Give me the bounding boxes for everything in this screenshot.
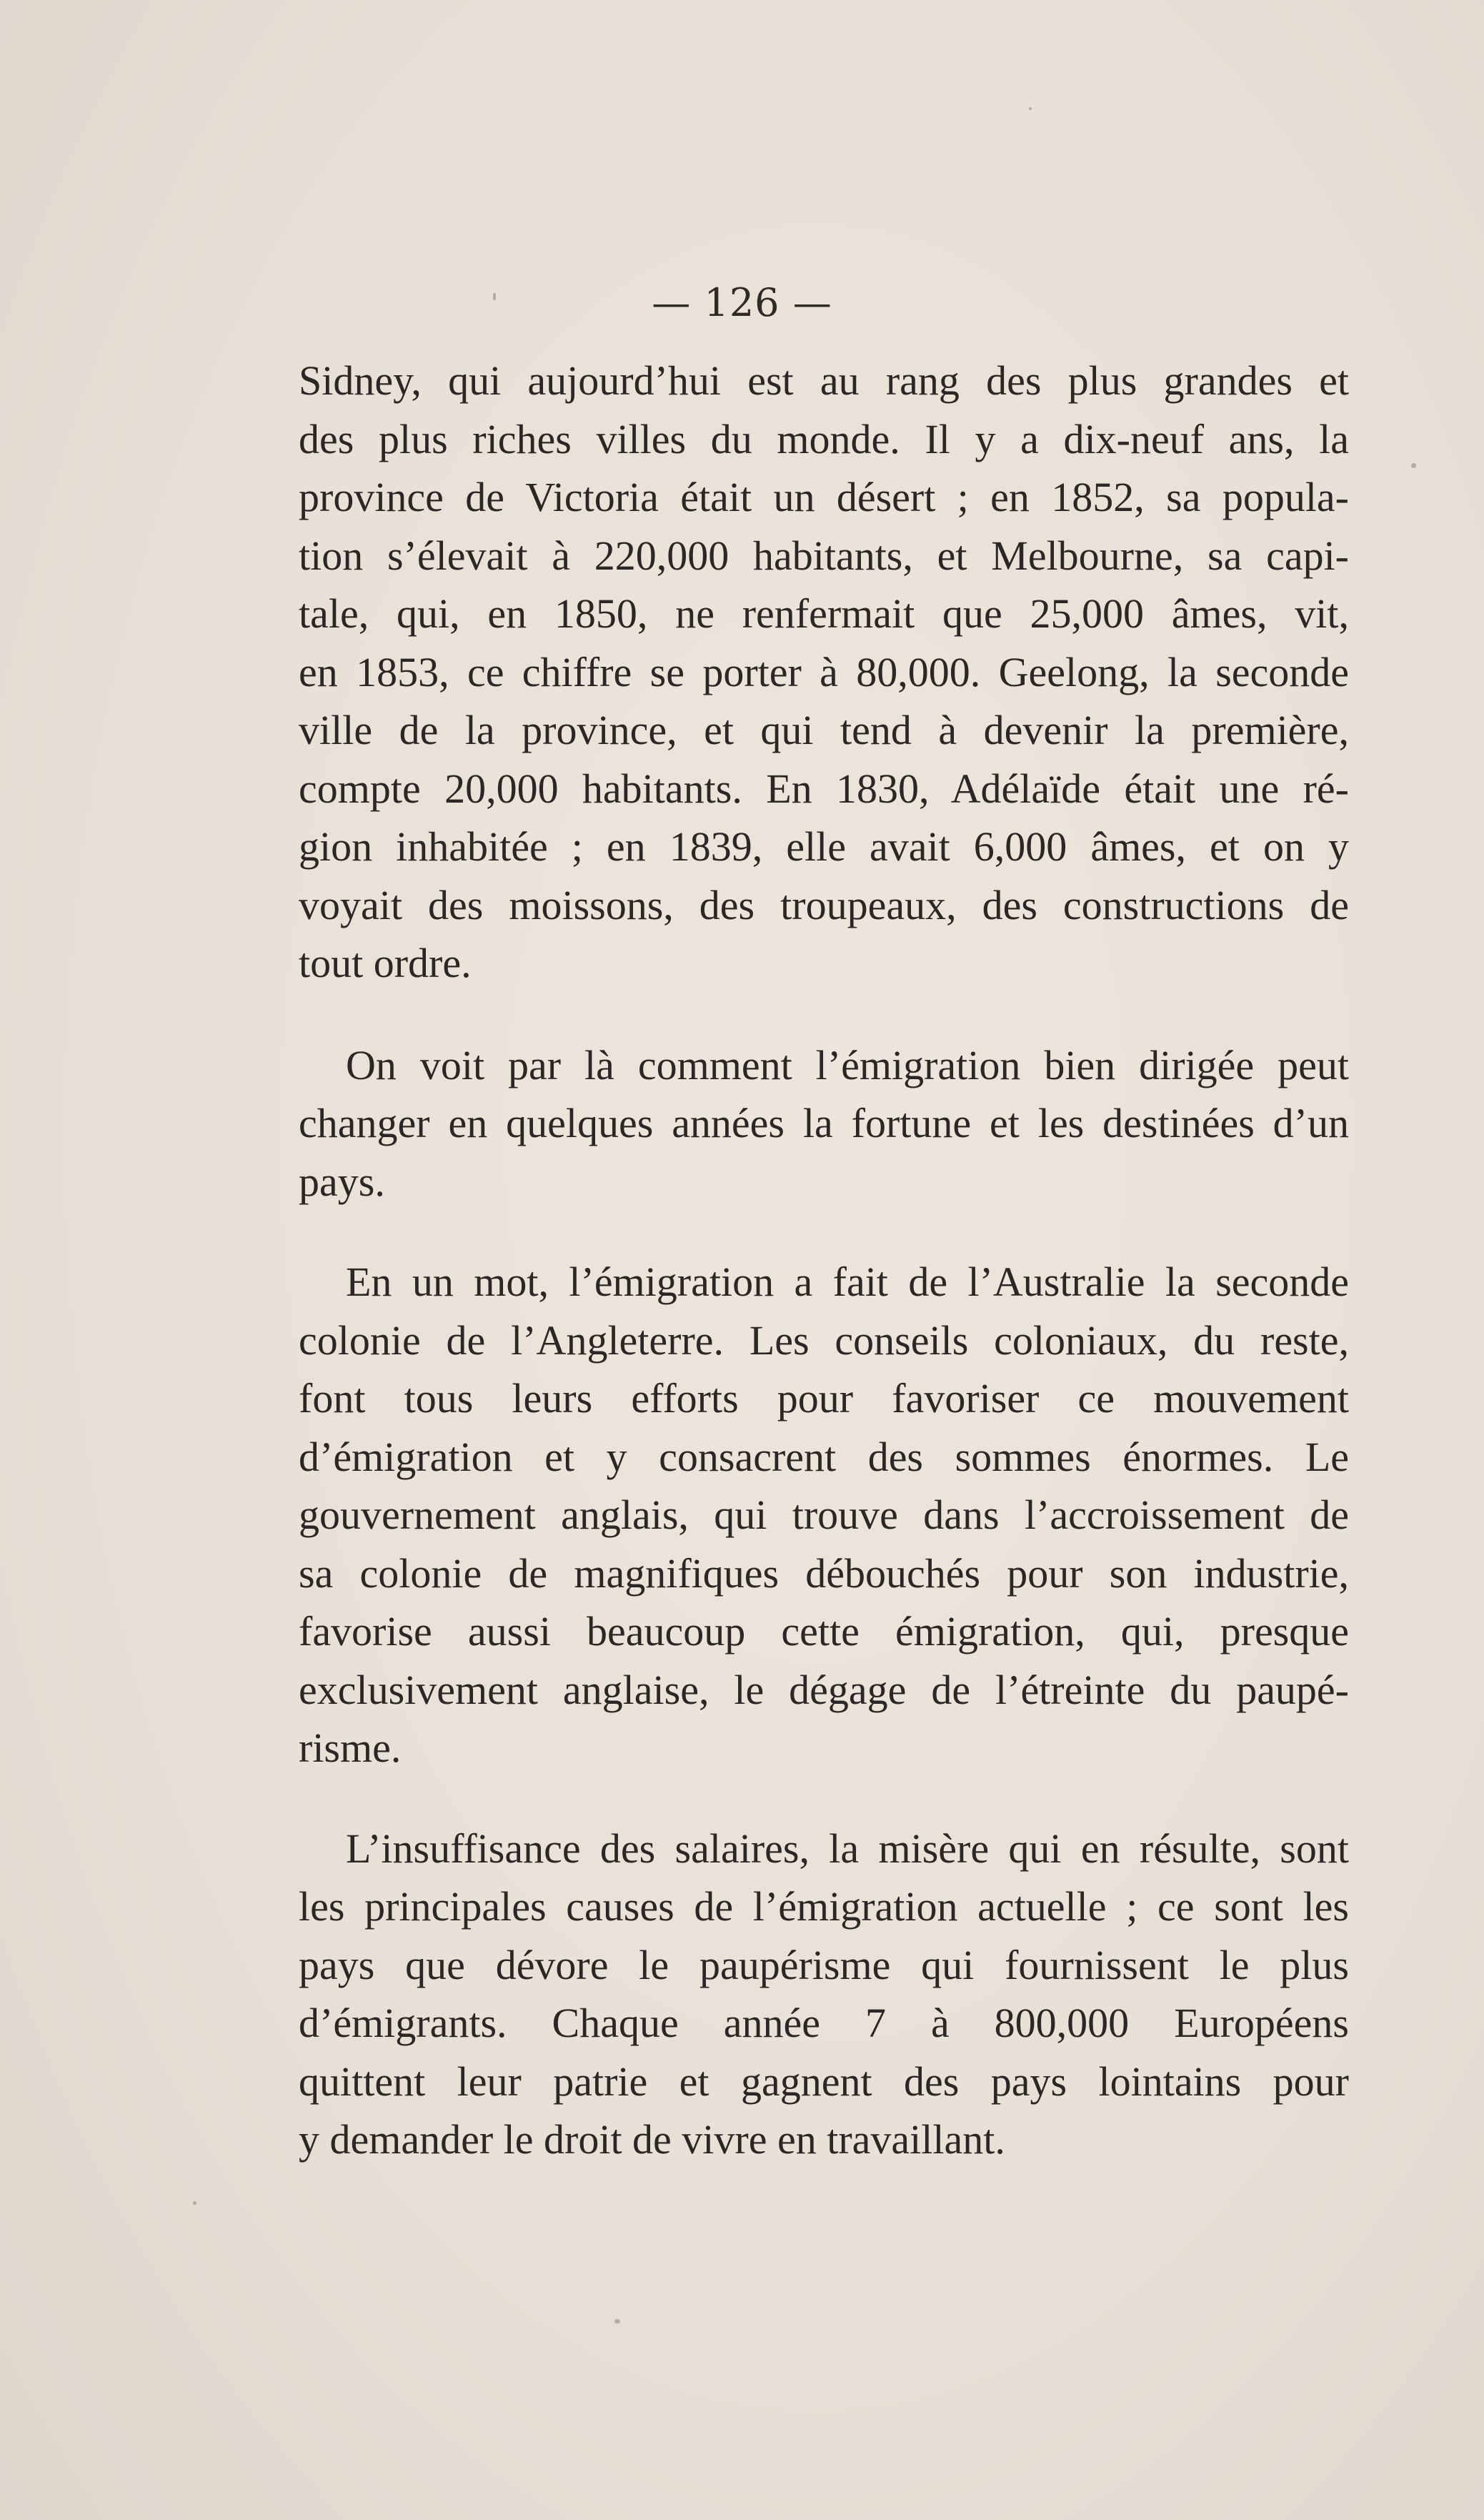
- text-line: tout ordre.: [299, 940, 472, 986]
- text-line: tion s’élevait à 220,000 habitants, et Melbourne, sa capi-: [299, 532, 1349, 579]
- text-line: province de Victoria était un désert ; en 1852, sa popula-: [299, 474, 1349, 520]
- text-line: ville de la province, et qui tend à devenir la première,: [299, 707, 1349, 753]
- text-line: sa colonie de magnifiques débouchés pour son industrie,: [299, 1549, 1349, 1597]
- text-line: gion inhabitée ; en 1839, elle avait 6,000 âmes, et on y: [299, 823, 1349, 870]
- text-line: En un mot, l’émigration a fait de l’Australie la seconde: [346, 1259, 1349, 1305]
- text-line: pays.: [299, 1158, 385, 1205]
- text-line: d’émigration et y consacrent des sommes énormes. Le: [299, 1433, 1349, 1480]
- paper-speck: [1029, 107, 1032, 110]
- text-line: d’émigrants. Chaque année 7 à 800,000 Européens: [299, 2000, 1349, 2046]
- text-line: compte 20,000 habitants. En 1830, Adélaïde était une ré-: [299, 765, 1349, 812]
- text-line: gouvernement anglais, qui trouve dans l’accroissement de: [299, 1492, 1349, 1538]
- text-line: Sidney, qui aujourd’hui est au rang des plus grandes et: [299, 357, 1349, 404]
- paragraph-4: [299, 1820, 1349, 2169]
- paragraph-1: [299, 352, 1349, 993]
- text-line: y demander le droit de vivre en travaillant.: [299, 2116, 1005, 2163]
- text-line: en 1853, ce chiffre se porter à 80,000. Geelong, la seconde: [299, 648, 1349, 695]
- paper-speck: [614, 2319, 620, 2323]
- text-line: des plus riches villes du monde. Il y a dix-neuf ans, la: [299, 415, 1349, 462]
- paragraph-2: [299, 1036, 1349, 1211]
- text-line: les principales causes de l’émigration actuelle ; ce sont les: [299, 1883, 1349, 1930]
- paper-speck: [1411, 463, 1416, 468]
- text-line: tale, qui, en 1850, ne renfermait que 25,000 âmes, vit,: [299, 590, 1349, 637]
- text-line: voyait des moissons, des troupeaux, des constructions de: [299, 881, 1349, 928]
- paper-speck: [193, 2201, 196, 2205]
- text-line: quittent leur patrie et gagnent des pays lointains pour: [299, 2058, 1349, 2105]
- text-line: changer en quelques années la fortune et les destinées d’un: [299, 1100, 1349, 1146]
- body-text: [299, 352, 1349, 2169]
- text-line: favorise aussi beaucoup cette émigration, qui, presque: [299, 1608, 1349, 1655]
- text-line: pays que dévore le paupérisme qui fournissent le plus: [299, 1941, 1349, 1988]
- text-line: exclusivement anglaise, le dégage de l’étreinte du paupé-: [299, 1666, 1349, 1713]
- paper-speck: [493, 293, 496, 300]
- page-number: — 126 —: [652, 280, 832, 325]
- text-line: L’insuffisance des salaires, la misère qui en résulte, sont: [346, 1825, 1349, 1872]
- text-line: colonie de l’Angleterre. Les conseils coloniaux, du reste,: [299, 1316, 1349, 1364]
- text-line: font tous leurs efforts pour favoriser ce mouvement: [299, 1375, 1349, 1422]
- text-line: risme.: [299, 1725, 402, 1771]
- paragraph-3: [299, 1253, 1349, 1777]
- text-line: On voit par là comment l’émigration bien dirigée peut: [346, 1041, 1349, 1088]
